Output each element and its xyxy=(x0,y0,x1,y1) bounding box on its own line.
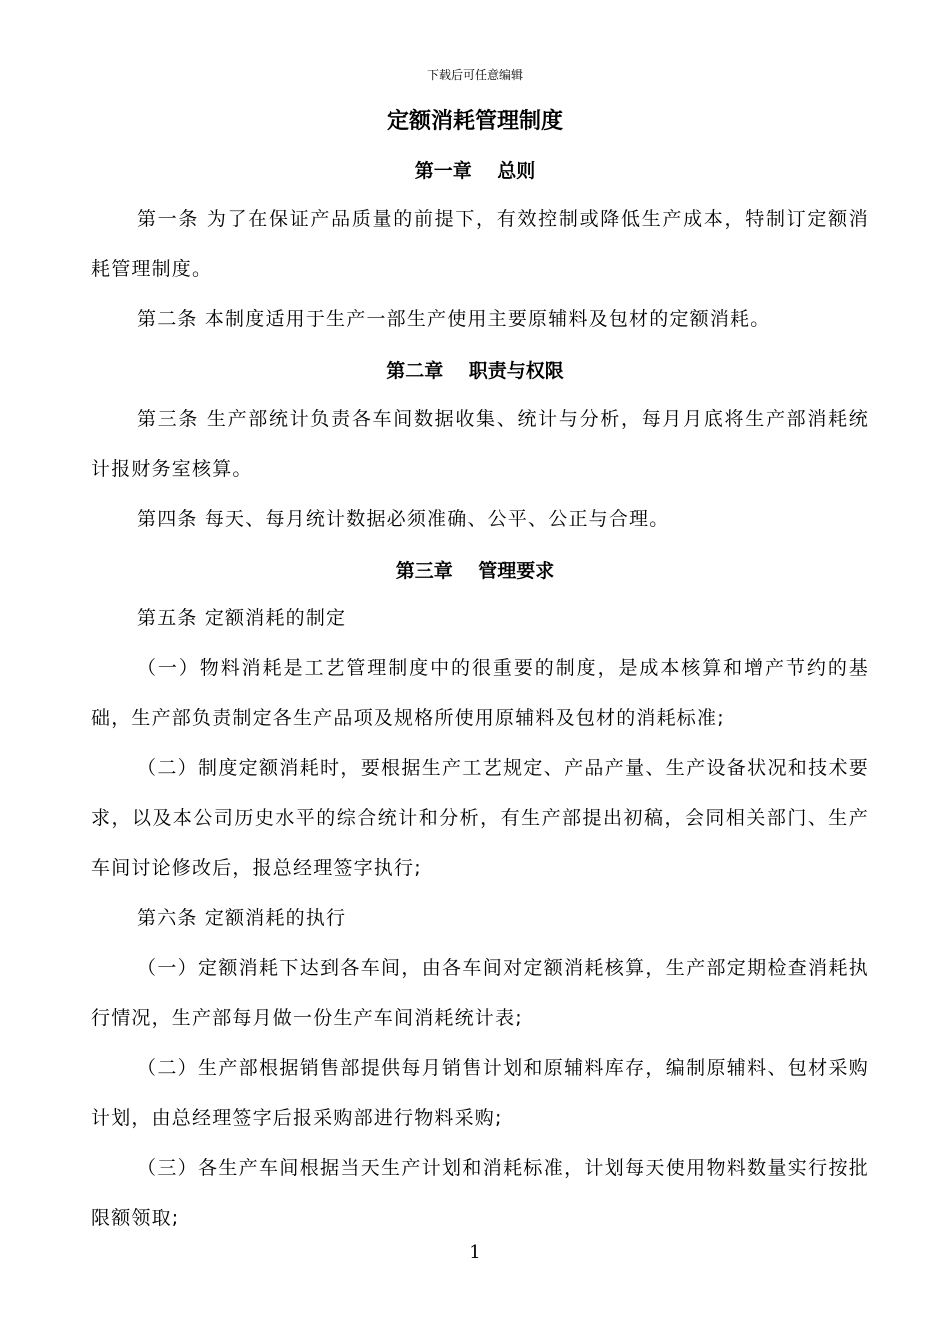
paragraph: 第四条 每天、每月统计数据必须准确、公平、公正与合理。 xyxy=(137,508,670,530)
paragraph: 第五条 定额消耗的制定 xyxy=(137,607,347,629)
page-number: 1 xyxy=(469,1242,481,1263)
chapter-heading: 第二章 职责与权限 xyxy=(386,360,564,382)
paragraph: （二）制度定额消耗时，要根据生产工艺规定、产品产量、生产设备状况和技术要求，以及本公司历史水平的综合统计和分析，有生产部提出初稿，会同相关部门、生产车间讨论修改后，报总经理签字执行; xyxy=(91,757,869,879)
document-title: 定额消耗管理制度 xyxy=(386,109,563,134)
paragraph: 第六条 定额消耗的执行 xyxy=(137,907,347,929)
paragraph: （三）各生产车间根据当天生产计划和消耗标准，计划每天使用物料数量实行按批限额领取; xyxy=(91,1157,869,1229)
paragraph: （一）物料消耗是工艺管理制度中的很重要的制度，是成本核算和增产节约的基础，生产部负责制定各生产品项及规格所使用原辅料及包材的消耗标准; xyxy=(91,657,869,729)
paragraph: 第三条 生产部统计负责各车间数据收集、统计与分析，每月月底将生产部消耗统计报财务室核算。 xyxy=(91,408,869,480)
paragraph: （一）定额消耗下达到各车间，由各车间对定额消耗核算，生产部定期检查消耗执行情况，生产部每月做一份生产车间消耗统计表; xyxy=(91,957,869,1029)
chapter-heading: 第三章 管理要求 xyxy=(395,560,555,582)
header-note: 下载后可任意编辑 xyxy=(426,68,523,82)
chapter-heading: 第一章 总则 xyxy=(414,160,536,182)
paragraph: 第一条 为了在保证产品质量的前提下，有效控制或降低生产成本，特制订定额消耗管理制度。 xyxy=(91,208,869,280)
paragraph: 第二条 本制度适用于生产一部生产使用主要原辅料及包材的定额消耗。 xyxy=(137,308,771,330)
paragraph: （二）生产部根据销售部提供每月销售计划和原辅料库存，编制原辅料、包材采购计划，由总经理签字后报采购部进行物料采购; xyxy=(91,1057,869,1129)
